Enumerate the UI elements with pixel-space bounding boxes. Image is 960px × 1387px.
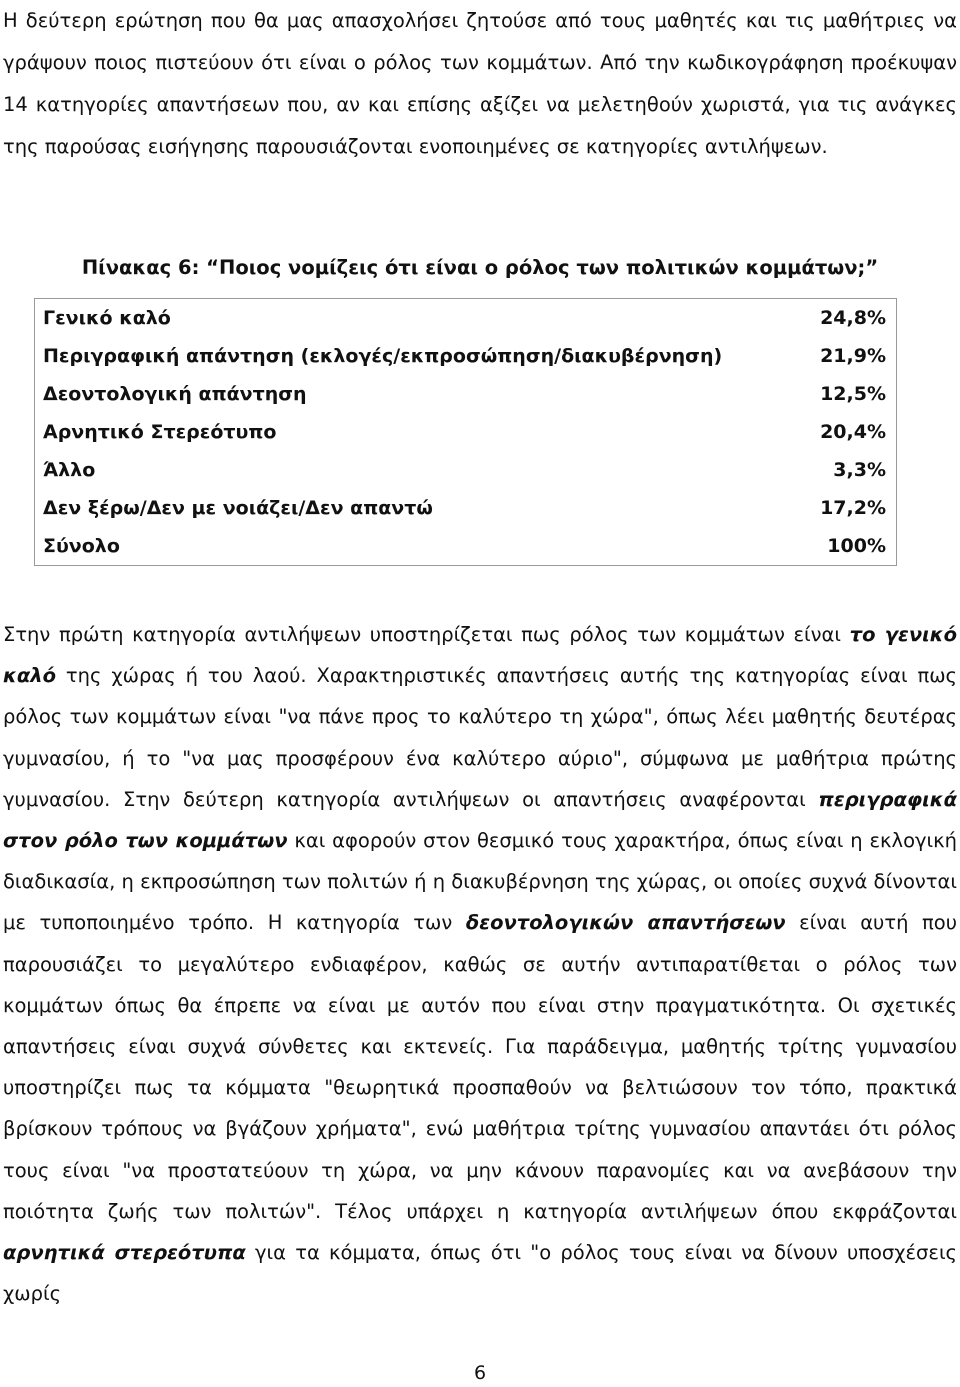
row-value: 100% <box>827 535 886 557</box>
emphasis-general-good: το γενικό καλό <box>3 623 957 688</box>
row-value: 12,5% <box>820 383 886 405</box>
emphasis-descriptive: περιγραφικά στον ρόλο των κομμάτων <box>3 787 957 853</box>
table-row <box>35 375 897 413</box>
body-text-segment: Στην πρώτη κατηγορία αντιλήψεων υποστηρίζεται πως ρόλος των κομμάτων είναι <box>3 623 850 646</box>
intro-paragraph: Η δεύτερη ερώτηση που θα μας απασχολήσει ζητούσε από τους μαθητές και τις μαθήτριες να γράψουν ποιος πιστεύουν ότι είναι ο ρόλος των κομμάτων. Από την κωδικογράφηση προέκυψαν 14 κατηγορίες απαντήσεων που, αν και επίσης αξίζει να μελετηθούν χωριστά, για τις ανάγκες της παρούσας εισήγησης παρουσιάζονται ενοποιημένες σε κατηγορίες αντιλήψεων. <box>3 9 957 158</box>
row-value: 24,8% <box>820 307 886 329</box>
row-value: 3,3% <box>833 459 886 481</box>
body-text-segment: της χώρας ή του λαού. Χαρακτηριστικές απαντήσεις αυτής της κατηγορίας είναι πως ρόλος των κομμάτων είναι "να πάνε προς το καλύτερο τη χώρα", όπως λέει μαθητής δευτέρας γυμνασίου, ή το "να μας προσφέρουν ένα καλύτερο αύριο", σύμφωνα με μαθήτρια πρώτης γυμνασίου. Στην δεύτερη κατηγορία αντιλήψεων οι απαντήσεις αναφέρονται <box>3 664 957 811</box>
row-label: Περιγραφική απάντηση (εκλογές/εκπροσώπηση/διακυβέρνηση) <box>43 345 723 367</box>
table-row <box>35 299 897 338</box>
body-paragraph <box>3 614 957 1314</box>
emphasis-deontological: δεοντολογικών απαντήσεων <box>465 911 786 935</box>
row-label: Σύνολο <box>43 535 120 557</box>
row-label: Αρνητικό Στερεότυπο <box>43 421 277 443</box>
row-label: Άλλο <box>43 459 96 481</box>
body-text-segment: και αφορούν στον θεσμικό τους χαρακτήρα, όπως είναι η εκλογική διαδικασία, η εκπροσώπηση των πολιτών ή η διακυβέρνηση της χώρας, οι οποίες συχνά δίνονται με τυποποιημένο τρόπο. Η κατηγορία των <box>3 829 957 935</box>
row-value: 20,4% <box>820 421 886 443</box>
emphasis-negative-stereotypes: αρνητικά στερεότυπα <box>3 1241 246 1265</box>
page-number: 6 <box>473 1362 487 1384</box>
row-label: Δεν ξέρω/Δεν με νοιάζει/Δεν απαντώ <box>43 497 433 519</box>
table-row <box>35 337 897 375</box>
table-caption: Πίνακας 6: “Ποιος νομίζεις ότι είναι ο ρόλος των πολιτικών κομμάτων;” <box>81 256 879 279</box>
row-value: 17,2% <box>820 497 886 519</box>
row-label: Δεοντολογική απάντηση <box>43 383 307 405</box>
results-table <box>34 298 897 566</box>
table-row <box>35 451 897 489</box>
body-text-segment: είναι αυτή που παρουσιάζει το μεγαλύτερο ενδιαφέρον, καθώς σε αυτήν αντιπαρατίθεται ο ρόλος των κομμάτων όπως θα έπρεπε να είναι με αυτόν που είναι στην πραγματικότητα. Οι σχετικές απαντήσεις είναι συχνά σύνθετες και εκτενείς. Για παράδειγμα, μαθητής τρίτης γυμνασίου υποστηρίζει πως τα κόμματα "θεωρητικά προσπαθούν να βελτιώσουν τον τόπο, πρακτικά βρίσκουν τρόπους να βγάζουν χρήματα", ενώ μαθήτρια τρίτης γυμνασίου απαντάει ότι ρόλος τους είναι "να προστατεύουν τη χώρα, να μην κάνουν παρανομίες και να ανεβάσουν την ποιότητα ζωής των πολιτών". Τέλος υπάρχει η κατηγορία αντιλήψεων όπου εκφράζονται <box>3 911 957 1223</box>
body-text-segment: για τα κόμματα, όπως ότι "ο ρόλος τους είναι να δίνουν υποσχέσεις χωρίς <box>3 1241 957 1306</box>
table-row <box>35 413 897 451</box>
table-row-total <box>35 527 897 566</box>
table-row <box>35 489 897 527</box>
row-label: Γενικό καλό <box>43 307 171 329</box>
row-value: 21,9% <box>820 345 886 367</box>
